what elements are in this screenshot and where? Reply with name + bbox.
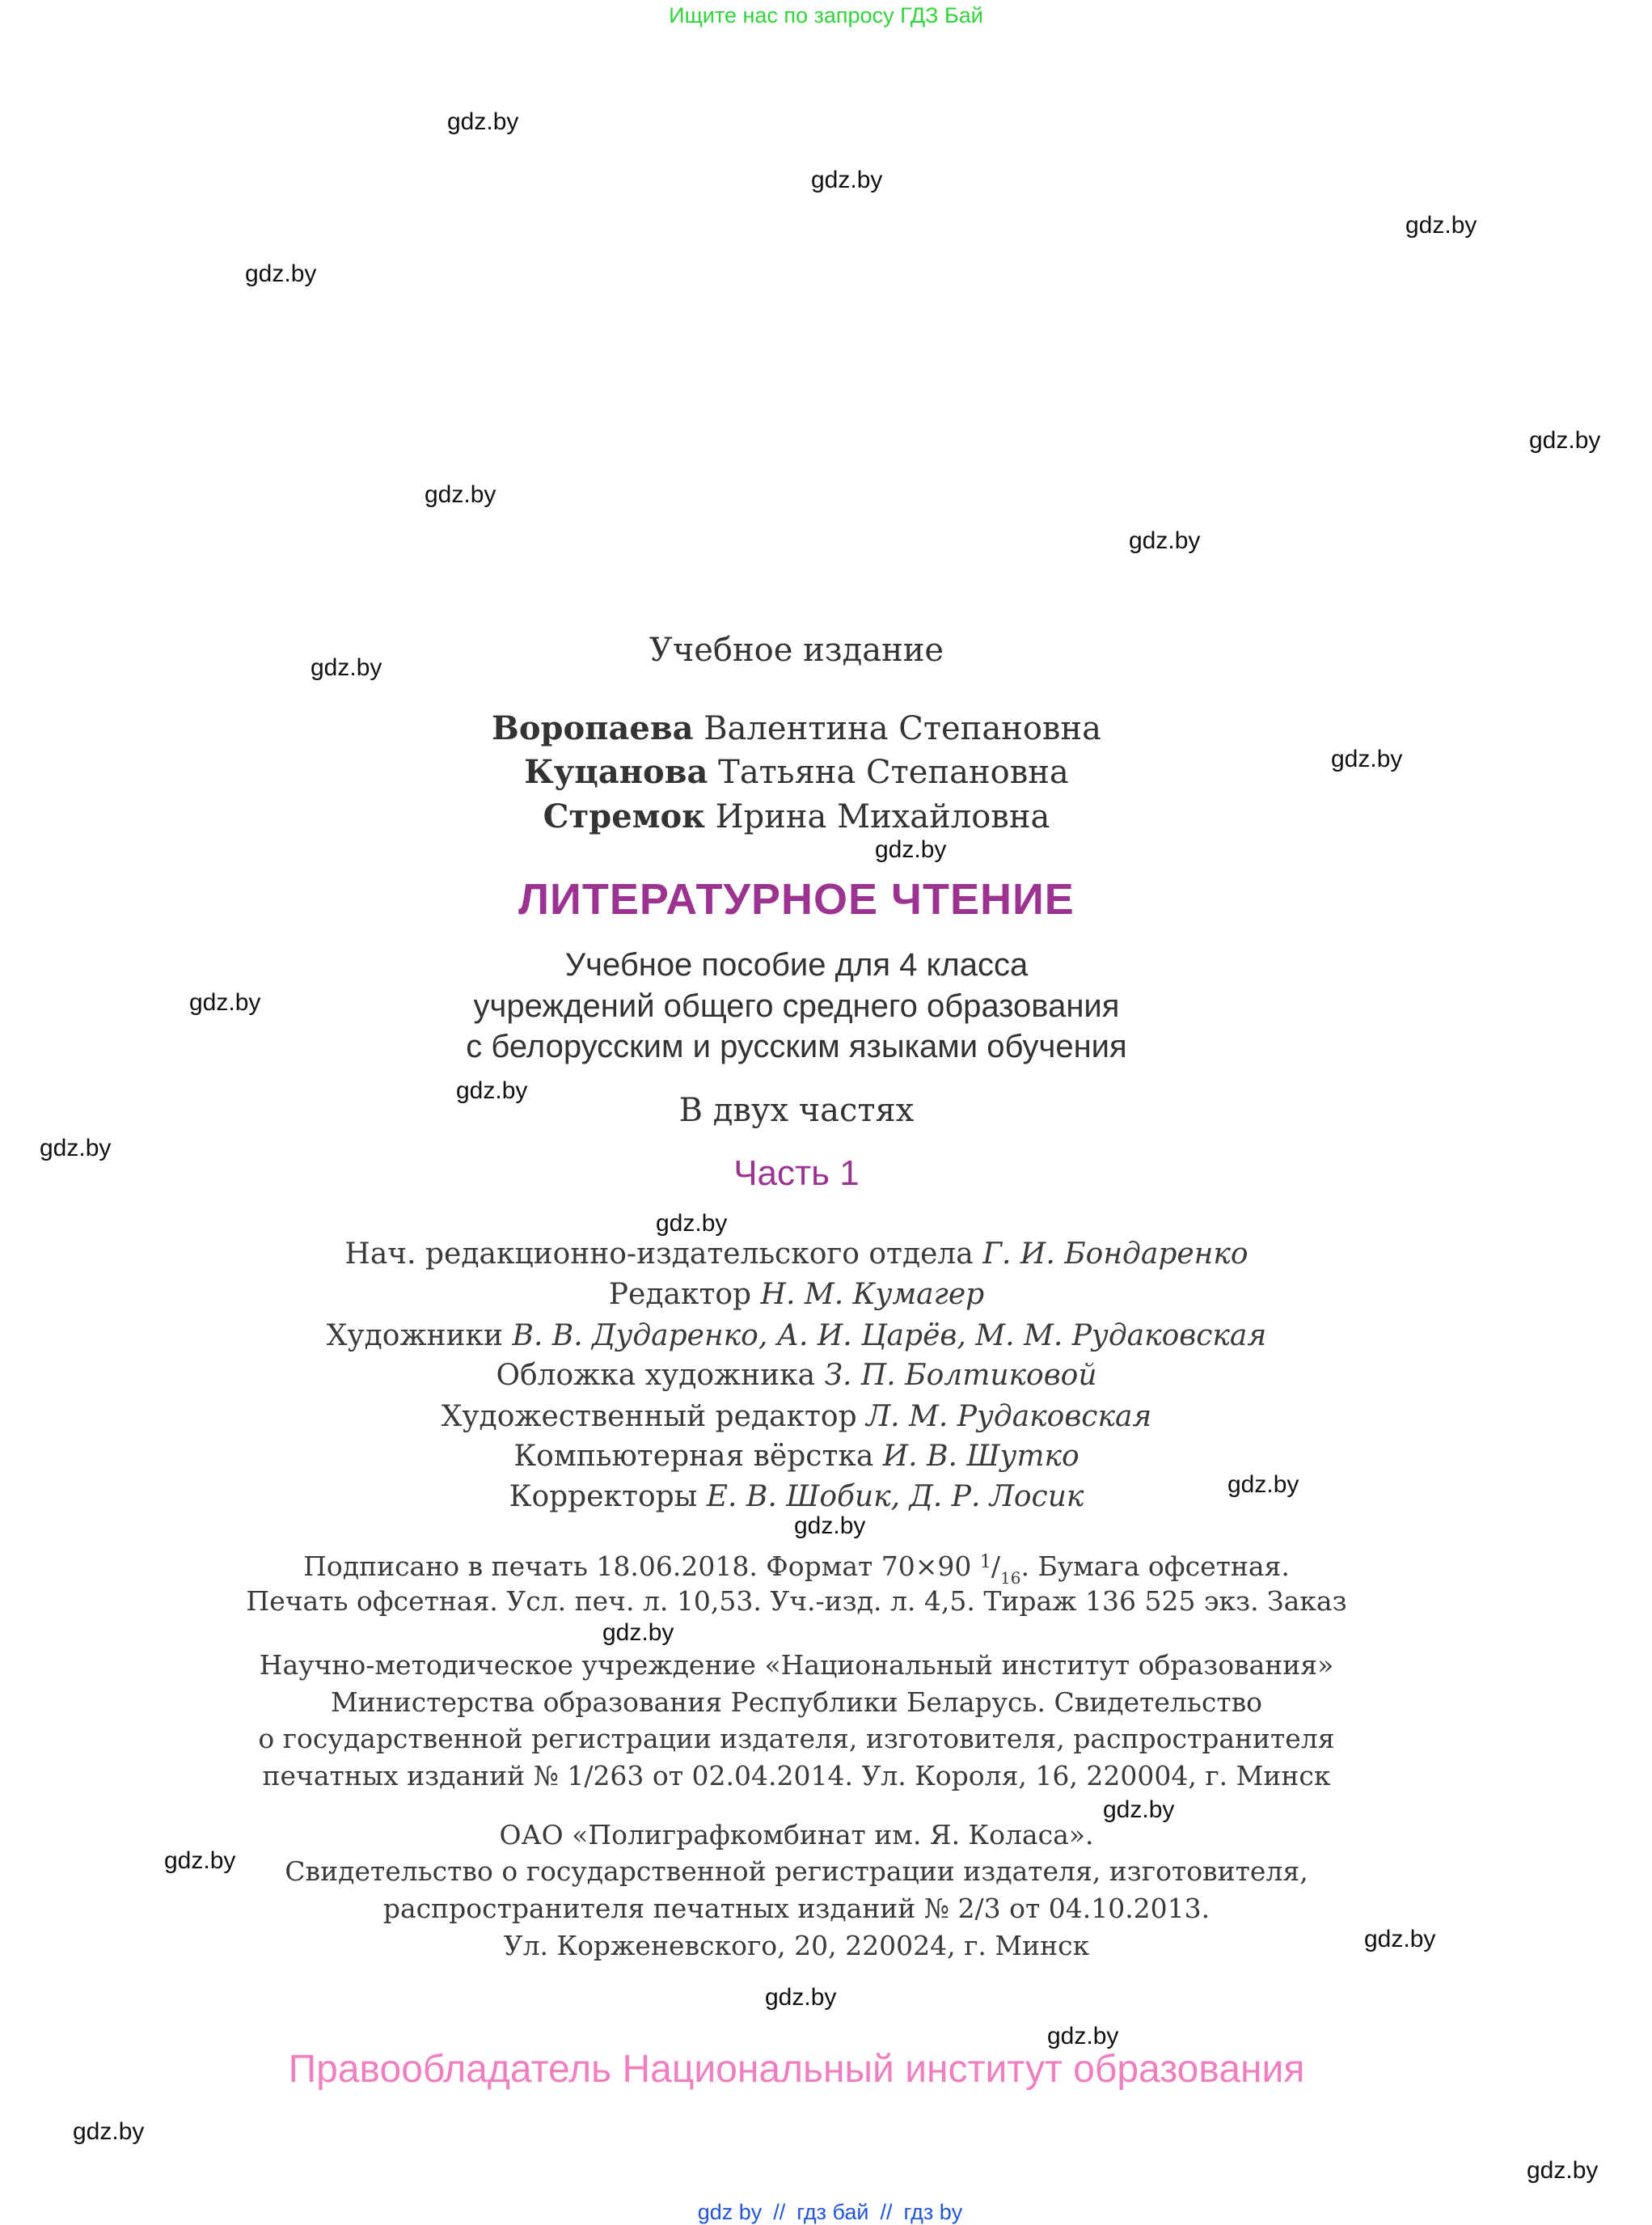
- print-info-line: Печать офсетная. Усл. печ. л. 10,53. Уч.-изд. л. 4,5. Тираж 136 525 экз. Заказ: [246, 1585, 1347, 1617]
- credit-name: Е. В. Шобик, Д. Р. Лосик: [706, 1480, 1084, 1513]
- watermark: gdz.by: [1103, 1796, 1175, 1823]
- publisher-line: о государственной регистрации издателя, изготовителя, распространителя: [258, 1723, 1335, 1754]
- credit-name: Л. М. Рудаковская: [866, 1400, 1152, 1433]
- watermark: gdz.by: [425, 481, 496, 508]
- watermark: gdz.by: [656, 1210, 728, 1237]
- watermark: gdz.by: [245, 260, 317, 287]
- watermark: gdz.by: [811, 167, 883, 193]
- author-surname: Воропаева: [492, 709, 694, 747]
- footer-link[interactable]: гдз by: [903, 2200, 963, 2224]
- watermark: gdz.by: [1047, 2023, 1119, 2049]
- watermark: gdz.by: [456, 1077, 528, 1104]
- subtitle-line: Учебное пособие для 4 класса: [564, 947, 1029, 983]
- author-surname: Куцанова: [524, 753, 708, 791]
- edition-type: Учебное издание: [649, 632, 944, 669]
- credit-role: Обложка художника: [496, 1359, 816, 1392]
- watermark: gdz.by: [1331, 746, 1403, 772]
- credit-role: Художественный редактор: [441, 1400, 857, 1433]
- format-slash: /: [991, 1550, 1001, 1582]
- author-name: Валентина Степановна: [703, 710, 1101, 747]
- watermark: gdz.by: [602, 1619, 674, 1646]
- search-banner: Ищите нас по запросу ГДЗ Бай: [669, 3, 983, 27]
- footer-link[interactable]: гдз бай: [796, 2200, 869, 2224]
- format-numerator: 1: [979, 1552, 991, 1572]
- watermark: gdz.by: [189, 989, 261, 1016]
- author-surname: Стремок: [543, 797, 706, 835]
- printer-line: ОАО «Полиграфкомбинат им. Я. Коласа».: [499, 1819, 1094, 1851]
- footer-link[interactable]: gdz by: [697, 2200, 763, 2224]
- credit-role: Редактор: [608, 1278, 752, 1311]
- watermark: gdz.by: [1227, 1471, 1299, 1498]
- credit-role: Художники: [326, 1319, 504, 1352]
- footer-separator: //: [773, 2200, 786, 2224]
- watermark: gdz.by: [1129, 527, 1201, 554]
- watermark: gdz.by: [794, 1512, 866, 1539]
- watermark: gdz.by: [1364, 1926, 1436, 1952]
- footer-separator: //: [880, 2200, 893, 2224]
- footer-links: [0, 2200, 1652, 2225]
- watermark: gdz.by: [73, 2118, 145, 2145]
- credit-name: И. В. Шутко: [882, 1440, 1080, 1473]
- publisher-line: Министерства образования Республики Беларусь. Свидетельство: [330, 1686, 1263, 1718]
- author-name: Ирина Михайловна: [715, 798, 1050, 835]
- printer-line: Свидетельство о государственной регистрации издателя, изготовителя,: [285, 1855, 1308, 1887]
- credit-name: Н. М. Кумагер: [760, 1278, 985, 1311]
- credit-name: З. П. Болтиковой: [824, 1359, 1097, 1392]
- book-title: ЛИТЕРАТУРНОЕ ЧТЕНИЕ: [518, 875, 1075, 924]
- watermark: gdz.by: [1527, 2157, 1599, 2184]
- subtitle-line: с белорусским и русским языками обучения: [466, 1029, 1127, 1064]
- printer-line: распространителя печатных изданий № 2/3 от 04.10.2013.: [382, 1893, 1210, 1924]
- parts-note: В двух частях: [678, 1092, 915, 1129]
- watermark: gdz.by: [1529, 427, 1601, 454]
- credit-name: В. В. Дударенко, А. И. Царёв, М. М. Рудаковская: [512, 1319, 1267, 1352]
- rights-holder: Правообладатель Национальный институт образования: [288, 2048, 1305, 2091]
- watermark: gdz.by: [164, 1847, 236, 1874]
- part-number: Часть 1: [733, 1153, 860, 1193]
- printer-line: Ул. Корженевского, 20, 220024, г. Минск: [503, 1930, 1090, 1961]
- watermark: gdz.by: [1405, 212, 1477, 239]
- credit-name: Г. И. Бондаренко: [982, 1237, 1249, 1271]
- credit-role: Корректоры: [509, 1480, 698, 1513]
- watermark: gdz.by: [447, 108, 519, 135]
- publisher-line: печатных изданий № 1/263 от 02.04.2014. Ул. Короля, 16, 220004, г. Минск: [262, 1760, 1331, 1791]
- author-3: [0, 793, 1593, 841]
- credit-role: Компьютерная вёрстка: [513, 1440, 874, 1473]
- author-name: Татьяна Степановна: [718, 754, 1069, 791]
- watermark: gdz.by: [40, 1135, 112, 1161]
- print-info-text: Подписано в печать 18.06.2018. Формат 70×90: [303, 1550, 980, 1582]
- watermark: gdz.by: [765, 1984, 837, 2011]
- watermark: gdz.by: [875, 836, 947, 863]
- print-info-text: . Бумага офсетная.: [1020, 1550, 1290, 1582]
- format-denominator: 16: [1000, 1568, 1021, 1588]
- watermark: gdz.by: [311, 654, 382, 681]
- subtitle-line: учреждений общего среднего образования: [473, 988, 1120, 1024]
- credit-role: Нач. редакционно-издательского отдела: [344, 1237, 974, 1271]
- publisher-line: Научно-методическое учреждение «Национальный институт образования»: [259, 1649, 1334, 1681]
